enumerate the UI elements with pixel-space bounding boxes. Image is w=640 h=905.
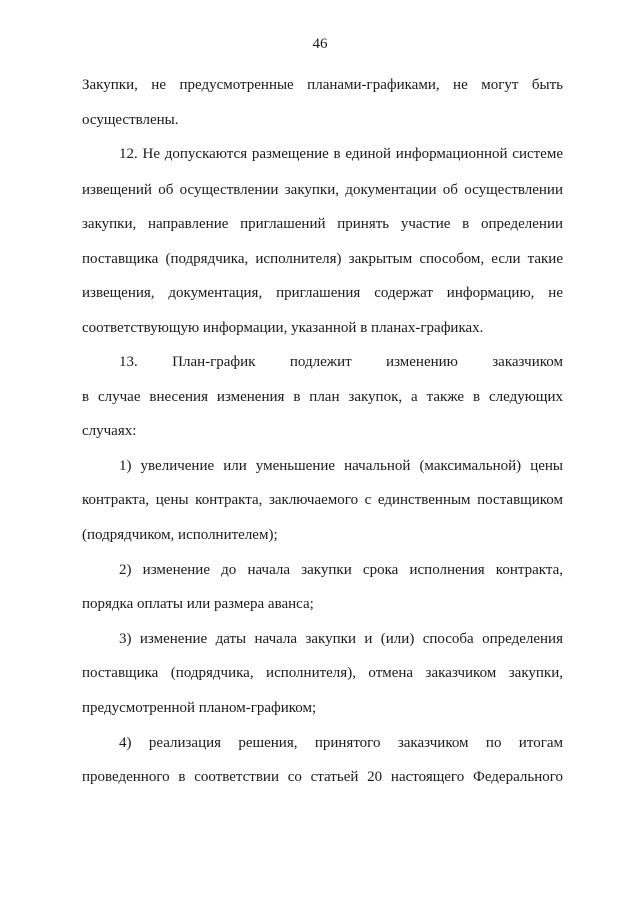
paragraph-line: 1) увеличение или уменьшение начальной (максимальной) цены xyxy=(119,458,563,474)
paragraph-line: случаях: xyxy=(82,423,137,439)
paragraph-line: Закупки, не предусмотренные планами-графиками, не могут быть xyxy=(82,77,563,93)
paragraph-line: проведенного в соответствии со статьей 20 настоящего Федерального xyxy=(82,769,563,785)
paragraph-line: соответствующую информации, указанной в планах-графиках. xyxy=(82,320,484,336)
paragraph-line: 3) изменение даты начала закупки и (или) способа определения xyxy=(119,631,563,647)
page-number: 46 xyxy=(312,36,328,52)
paragraph-line: закупки, направление приглашений принять участие в определении xyxy=(82,216,563,232)
paragraph-line: 2) изменение до начала закупки срока исполнения контракта, xyxy=(119,562,563,578)
paragraph-line: поставщика (подрядчика, исполнителя) закрытым способом, если такие xyxy=(82,251,563,267)
paragraph-line: 12. Не допускаются размещение в единой информационной системе xyxy=(119,146,563,162)
paragraph-line: (подрядчиком, исполнителем); xyxy=(82,527,278,543)
paragraph-line: поставщика (подрядчика, исполнителя), отмена заказчиком закупки, xyxy=(82,665,563,681)
paragraph-line: извещения, документация, приглашения содержат информацию, не xyxy=(82,285,563,301)
paragraph-line: осуществлены. xyxy=(82,112,179,128)
paragraph-line: извещений об осуществлении закупки, документации об осуществлении xyxy=(82,182,563,198)
paragraph-line: предусмотренной планом-графиком; xyxy=(82,700,317,716)
paragraph-line: 4) реализация решения, принятого заказчиком по итогам xyxy=(119,735,563,751)
paragraph-line: 13. План-график подлежит изменению заказчиком xyxy=(119,354,563,370)
paragraph-line: в случае внесения изменения в план закупок, а также в следующих xyxy=(82,389,563,405)
paragraph-line: порядка оплаты или размера аванса; xyxy=(82,596,314,612)
paragraph-line: контракта, цены контракта, заключаемого с единственным поставщиком xyxy=(82,492,563,508)
